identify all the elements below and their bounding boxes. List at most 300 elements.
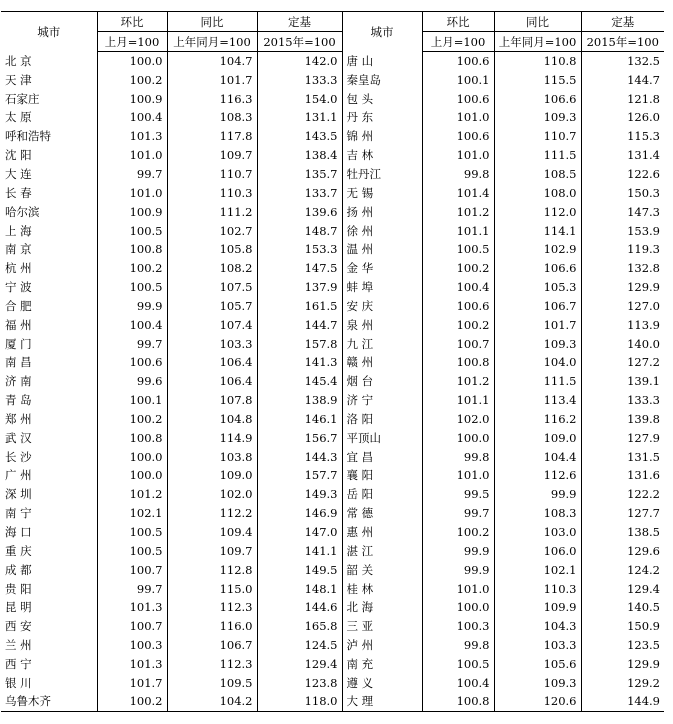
city-name-cell: 乌鲁木齐 (1, 692, 97, 711)
mom-value-cell: 101.2 (97, 485, 167, 504)
fixed-base-right: 2015年=100 (581, 32, 664, 52)
city-name-cell: 九 江 (342, 334, 422, 353)
table-row (1, 692, 664, 711)
mom-value-cell: 101.2 (422, 372, 494, 391)
mom-value-cell: 100.5 (97, 523, 167, 542)
city-name-cell: 大 理 (342, 692, 422, 711)
mom-value-cell: 99.7 (97, 334, 167, 353)
fixed-value-cell: 133.7 (257, 183, 342, 202)
fixed-value-cell: 154.0 (257, 89, 342, 108)
mom-base-right: 上月=100 (422, 32, 494, 52)
fixed-value-cell: 118.0 (257, 692, 342, 711)
city-name-cell: 广 州 (5, 468, 32, 483)
fixed-value-cell: 127.7 (581, 504, 664, 523)
yoy-value-cell: 110.7 (167, 165, 257, 184)
mom-value-cell: 100.5 (422, 655, 494, 674)
fixed-value-cell: 145.4 (257, 372, 342, 391)
yoy-value-cell: 108.0 (494, 183, 581, 202)
fixed-value-cell: 139.1 (581, 372, 664, 391)
yoy-value-cell: 102.0 (167, 485, 257, 504)
mom-value-cell: 100.2 (422, 259, 494, 278)
mom-value-cell: 102.1 (97, 504, 167, 523)
fixed-value-cell: 127.0 (581, 296, 664, 315)
city-name-cell: 南 昌 (5, 355, 32, 370)
city-name-cell: 常 德 (342, 504, 422, 523)
yoy-value-cell: 109.7 (167, 146, 257, 165)
yoy-value-cell: 103.0 (494, 523, 581, 542)
yoy-value-cell: 103.8 (167, 447, 257, 466)
mom-value-cell: 100.6 (422, 52, 494, 71)
city-name-cell: 重 庆 (5, 543, 32, 558)
mom-value-cell: 100.6 (422, 89, 494, 108)
fixed-value-cell: 141.1 (257, 541, 342, 560)
yoy-value-cell: 114.9 (167, 428, 257, 447)
yoy-value-cell: 111.5 (494, 146, 581, 165)
fixed-value-cell: 148.1 (257, 579, 342, 598)
yoy-value-cell: 109.9 (494, 598, 581, 617)
mom-value-cell: 99.8 (422, 165, 494, 184)
yoy-value-cell: 106.6 (494, 89, 581, 108)
price-index-table (1, 11, 664, 712)
city-name-cell: 洛 阳 (342, 410, 422, 429)
fixed-value-cell: 147.3 (581, 202, 664, 221)
yoy-value-cell: 106.6 (494, 259, 581, 278)
mom-value-cell: 100.2 (97, 692, 167, 711)
fixed-value-cell: 129.6 (581, 541, 664, 560)
city-name-cell: 宜 昌 (342, 447, 422, 466)
yoy-value-cell: 110.3 (167, 183, 257, 202)
city-name-cell: 遵 义 (342, 673, 422, 692)
city-name-cell: 杭 州 (5, 261, 32, 276)
city-name-cell: 襄 阳 (342, 466, 422, 485)
city-name-cell: 大 连 (5, 166, 32, 181)
table-row (1, 673, 664, 692)
city-name-cell: 宁 波 (5, 280, 32, 295)
yoy-value-cell: 114.1 (494, 221, 581, 240)
fixed-value-cell: 113.9 (581, 315, 664, 334)
table-row (1, 466, 664, 485)
yoy-value-cell: 104.7 (167, 52, 257, 71)
fixed-value-cell: 146.9 (257, 504, 342, 523)
table-row (1, 127, 664, 146)
mom-value-cell: 99.5 (422, 485, 494, 504)
fixed-value-cell: 131.4 (581, 146, 664, 165)
mom-value-cell: 100.6 (422, 127, 494, 146)
mom-header-right: 环比 (422, 12, 494, 32)
city-name-cell: 烟 台 (342, 372, 422, 391)
fixed-value-cell: 122.2 (581, 485, 664, 504)
mom-value-cell: 100.5 (97, 278, 167, 297)
city-name-cell: 徐 州 (342, 221, 422, 240)
mom-value-cell: 100.1 (97, 391, 167, 410)
city-name-cell: 桂 林 (342, 579, 422, 598)
city-name-cell: 温 州 (342, 240, 422, 259)
table-row (1, 504, 664, 523)
fixed-value-cell: 124.5 (257, 636, 342, 655)
yoy-value-cell: 103.3 (494, 636, 581, 655)
mom-value-cell: 100.6 (97, 353, 167, 372)
fixed-value-cell: 137.9 (257, 278, 342, 297)
fixed-value-cell: 157.7 (257, 466, 342, 485)
mom-value-cell: 101.0 (97, 146, 167, 165)
fixed-value-cell: 156.7 (257, 428, 342, 447)
yoy-value-cell: 112.3 (167, 655, 257, 674)
mom-value-cell: 100.0 (97, 52, 167, 71)
mom-value-cell: 100.8 (97, 428, 167, 447)
yoy-value-cell: 113.4 (494, 391, 581, 410)
city-name-cell: 赣 州 (342, 353, 422, 372)
table-row (1, 617, 664, 636)
city-name-cell: 吉 林 (342, 146, 422, 165)
yoy-value-cell: 107.8 (167, 391, 257, 410)
city-name-cell: 合 肥 (5, 298, 32, 313)
mom-value-cell: 99.8 (422, 447, 494, 466)
table-row (1, 146, 664, 165)
table-row (1, 636, 664, 655)
fixed-value-cell: 135.7 (257, 165, 342, 184)
yoy-value-cell: 108.5 (494, 165, 581, 184)
city-name-cell: 天 津 (5, 72, 32, 87)
fixed-value-cell: 138.5 (581, 523, 664, 542)
city-name-cell: 西 宁 (5, 656, 32, 671)
yoy-value-cell: 112.0 (494, 202, 581, 221)
city-name-cell: 贵 阳 (5, 581, 32, 596)
table-row (1, 183, 664, 202)
yoy-value-cell: 104.4 (494, 447, 581, 466)
table-header (1, 12, 664, 52)
mom-value-cell: 100.0 (97, 466, 167, 485)
fixed-value-cell: 129.9 (581, 655, 664, 674)
table-row (1, 579, 664, 598)
mom-value-cell: 100.5 (97, 541, 167, 560)
yoy-value-cell: 109.7 (167, 541, 257, 560)
fixed-header-right: 定基 (581, 12, 664, 32)
yoy-value-cell: 105.8 (167, 240, 257, 259)
fixed-value-cell: 157.8 (257, 334, 342, 353)
yoy-value-cell: 116.3 (167, 89, 257, 108)
city-name-cell: 韶 关 (342, 560, 422, 579)
table-row (1, 391, 664, 410)
table-row (1, 202, 664, 221)
mom-value-cell: 100.2 (97, 259, 167, 278)
table-row (1, 353, 664, 372)
yoy-value-cell: 102.9 (494, 240, 581, 259)
fixed-value-cell: 144.3 (257, 447, 342, 466)
mom-value-cell: 101.2 (422, 202, 494, 221)
fixed-value-cell: 133.3 (581, 391, 664, 410)
mom-value-cell: 101.7 (97, 673, 167, 692)
yoy-value-cell: 109.0 (494, 428, 581, 447)
mom-value-cell: 101.3 (97, 655, 167, 674)
fixed-value-cell: 140.0 (581, 334, 664, 353)
fixed-value-cell: 115.3 (581, 127, 664, 146)
yoy-value-cell: 107.4 (167, 315, 257, 334)
city-name-cell: 岳 阳 (342, 485, 422, 504)
city-name-cell: 扬 州 (342, 202, 422, 221)
yoy-value-cell: 110.8 (494, 52, 581, 71)
fixed-value-cell: 144.6 (257, 598, 342, 617)
fixed-value-cell: 133.3 (257, 70, 342, 89)
yoy-value-cell: 110.3 (494, 579, 581, 598)
fixed-value-cell: 144.9 (581, 692, 664, 711)
mom-value-cell: 100.7 (97, 560, 167, 579)
fixed-value-cell: 123.8 (257, 673, 342, 692)
table-body (1, 52, 664, 712)
yoy-value-cell: 109.3 (494, 108, 581, 127)
mom-value-cell: 100.4 (422, 278, 494, 297)
yoy-value-cell: 112.3 (167, 598, 257, 617)
fixed-value-cell: 139.8 (581, 410, 664, 429)
yoy-value-cell: 120.6 (494, 692, 581, 711)
city-header-right: 城市 (342, 12, 422, 52)
mom-value-cell: 99.7 (97, 579, 167, 598)
fixed-value-cell: 161.5 (257, 296, 342, 315)
table-row (1, 70, 664, 89)
fixed-value-cell: 147.0 (257, 523, 342, 542)
city-name-cell: 兰 州 (5, 638, 32, 653)
fixed-value-cell: 138.9 (257, 391, 342, 410)
yoy-value-cell: 102.1 (494, 560, 581, 579)
yoy-value-cell: 109.3 (494, 673, 581, 692)
fixed-value-cell: 127.2 (581, 353, 664, 372)
table-row (1, 165, 664, 184)
yoy-value-cell: 104.2 (167, 692, 257, 711)
yoy-value-cell: 106.7 (167, 636, 257, 655)
city-name-cell: 青 岛 (5, 393, 32, 408)
mom-value-cell: 101.0 (422, 108, 494, 127)
city-name-cell: 成 都 (5, 562, 32, 577)
city-name-cell: 无 锡 (342, 183, 422, 202)
city-name-cell: 三 亚 (342, 617, 422, 636)
table-row (1, 278, 664, 297)
city-name-cell: 泸 州 (342, 636, 422, 655)
fixed-value-cell: 123.5 (581, 636, 664, 655)
mom-base-left: 上月=100 (97, 32, 167, 52)
fixed-value-cell: 129.2 (581, 673, 664, 692)
yoy-value-cell: 101.7 (167, 70, 257, 89)
fixed-value-cell: 131.6 (581, 466, 664, 485)
yoy-value-cell: 105.7 (167, 296, 257, 315)
city-name-cell: 郑 州 (5, 411, 32, 426)
table-row (1, 315, 664, 334)
yoy-value-cell: 106.4 (167, 372, 257, 391)
fixed-value-cell: 153.9 (581, 221, 664, 240)
mom-value-cell: 101.3 (97, 127, 167, 146)
fixed-value-cell: 129.9 (581, 278, 664, 297)
yoy-value-cell: 104.8 (167, 410, 257, 429)
yoy-value-cell: 115.5 (494, 70, 581, 89)
yoy-value-cell: 108.2 (167, 259, 257, 278)
table-row (1, 485, 664, 504)
fixed-value-cell: 132.8 (581, 259, 664, 278)
city-name-cell: 唐 山 (342, 52, 422, 71)
fixed-value-cell: 146.1 (257, 410, 342, 429)
mom-value-cell: 100.8 (422, 692, 494, 711)
mom-value-cell: 102.0 (422, 410, 494, 429)
yoy-value-cell: 105.6 (494, 655, 581, 674)
fixed-value-cell: 150.3 (581, 183, 664, 202)
yoy-value-cell: 106.0 (494, 541, 581, 560)
fixed-value-cell: 140.5 (581, 598, 664, 617)
yoy-value-cell: 109.3 (494, 334, 581, 353)
mom-value-cell: 99.8 (422, 636, 494, 655)
mom-value-cell: 99.9 (422, 541, 494, 560)
yoy-value-cell: 109.5 (167, 673, 257, 692)
fixed-value-cell: 147.5 (257, 259, 342, 278)
city-name-cell: 太 原 (5, 110, 32, 125)
city-name-cell: 湛 江 (342, 541, 422, 560)
yoy-value-cell: 106.4 (167, 353, 257, 372)
table-row (1, 221, 664, 240)
mom-value-cell: 101.0 (97, 183, 167, 202)
yoy-value-cell: 115.0 (167, 579, 257, 598)
mom-value-cell: 101.3 (97, 598, 167, 617)
city-name-cell: 牡丹江 (342, 165, 422, 184)
yoy-value-cell: 111.5 (494, 372, 581, 391)
mom-value-cell: 100.5 (422, 240, 494, 259)
mom-value-cell: 100.2 (97, 70, 167, 89)
city-name-cell: 福 州 (5, 317, 32, 332)
fixed-value-cell: 129.4 (257, 655, 342, 674)
table-row (1, 108, 664, 127)
mom-value-cell: 100.4 (422, 673, 494, 692)
fixed-value-cell: 143.5 (257, 127, 342, 146)
fixed-value-cell: 142.0 (257, 52, 342, 71)
mom-value-cell: 100.4 (97, 315, 167, 334)
fixed-value-cell: 121.8 (581, 89, 664, 108)
mom-value-cell: 100.0 (97, 447, 167, 466)
fixed-value-cell: 124.2 (581, 560, 664, 579)
table-row (1, 541, 664, 560)
mom-value-cell: 101.1 (422, 391, 494, 410)
city-name-cell: 丹 东 (342, 108, 422, 127)
mom-value-cell: 100.1 (422, 70, 494, 89)
city-name-cell: 秦皇岛 (342, 70, 422, 89)
city-name-cell: 济 南 (5, 374, 32, 389)
mom-value-cell: 100.2 (422, 523, 494, 542)
fixed-value-cell: 150.9 (581, 617, 664, 636)
yoy-value-cell: 112.2 (167, 504, 257, 523)
yoy-header-right: 同比 (494, 12, 581, 32)
fixed-base-left: 2015年=100 (257, 32, 342, 52)
city-name-cell: 银 川 (5, 675, 32, 690)
city-name-cell: 蚌 埠 (342, 278, 422, 297)
city-name-cell: 南 充 (342, 655, 422, 674)
city-name-cell: 深 圳 (5, 487, 32, 502)
fixed-header-left: 定基 (257, 12, 342, 32)
mom-value-cell: 101.0 (422, 466, 494, 485)
city-name-cell: 沈 阳 (5, 148, 32, 163)
yoy-value-cell: 101.7 (494, 315, 581, 334)
mom-value-cell: 101.0 (422, 146, 494, 165)
fixed-value-cell: 148.7 (257, 221, 342, 240)
table-row (1, 428, 664, 447)
city-name-cell: 泉 州 (342, 315, 422, 334)
mom-value-cell: 100.3 (422, 617, 494, 636)
mom-value-cell: 101.4 (422, 183, 494, 202)
mom-value-cell: 100.9 (97, 89, 167, 108)
fixed-value-cell: 139.6 (257, 202, 342, 221)
city-name-cell: 昆 明 (5, 600, 32, 615)
mom-value-cell: 100.2 (97, 410, 167, 429)
mom-value-cell: 100.8 (422, 353, 494, 372)
fixed-value-cell: 149.5 (257, 560, 342, 579)
fixed-value-cell: 131.1 (257, 108, 342, 127)
fixed-value-cell: 131.5 (581, 447, 664, 466)
fixed-value-cell: 132.5 (581, 52, 664, 71)
city-name-cell: 北 京 (5, 53, 32, 68)
mom-value-cell: 100.0 (422, 428, 494, 447)
city-name-cell: 南 宁 (5, 506, 32, 521)
mom-value-cell: 100.8 (97, 240, 167, 259)
table-row (1, 410, 664, 429)
mom-value-cell: 100.3 (97, 636, 167, 655)
yoy-value-cell: 116.0 (167, 617, 257, 636)
fixed-value-cell: 129.4 (581, 579, 664, 598)
table-row (1, 334, 664, 353)
mom-value-cell: 99.6 (97, 372, 167, 391)
yoy-value-cell: 112.6 (494, 466, 581, 485)
city-name-cell: 锦 州 (342, 127, 422, 146)
fixed-value-cell: 122.6 (581, 165, 664, 184)
mom-value-cell: 99.7 (97, 165, 167, 184)
fixed-value-cell: 141.3 (257, 353, 342, 372)
yoy-value-cell: 105.3 (494, 278, 581, 297)
city-name-cell: 西 安 (5, 619, 32, 634)
city-name-cell: 北 海 (342, 598, 422, 617)
yoy-value-cell: 112.8 (167, 560, 257, 579)
yoy-value-cell: 106.7 (494, 296, 581, 315)
table-row (1, 523, 664, 542)
mom-value-cell: 100.2 (422, 315, 494, 334)
table-row (1, 89, 664, 108)
city-name-cell: 长 春 (5, 185, 32, 200)
mom-value-cell: 99.7 (422, 504, 494, 523)
yoy-value-cell: 116.2 (494, 410, 581, 429)
yoy-value-cell: 108.3 (167, 108, 257, 127)
city-name-cell: 哈尔滨 (5, 204, 40, 219)
yoy-value-cell: 109.4 (167, 523, 257, 542)
city-name-cell: 长 沙 (5, 449, 32, 464)
table-row (1, 655, 664, 674)
yoy-value-cell: 99.9 (494, 485, 581, 504)
yoy-value-cell: 108.3 (494, 504, 581, 523)
city-name-cell: 呼和浩特 (5, 129, 51, 144)
fixed-value-cell: 153.3 (257, 240, 342, 259)
table-row (1, 598, 664, 617)
city-name-cell: 金 华 (342, 259, 422, 278)
mom-value-cell: 100.5 (97, 221, 167, 240)
yoy-value-cell: 104.0 (494, 353, 581, 372)
city-name-cell: 平顶山 (342, 428, 422, 447)
table-row (1, 259, 664, 278)
city-name-cell: 安 庆 (342, 296, 422, 315)
city-header-left: 城市 (1, 12, 97, 52)
fixed-value-cell: 144.7 (581, 70, 664, 89)
yoy-value-cell: 104.3 (494, 617, 581, 636)
fixed-value-cell: 138.4 (257, 146, 342, 165)
yoy-base-right: 上年同月=100 (494, 32, 581, 52)
fixed-value-cell: 119.3 (581, 240, 664, 259)
city-name-cell: 惠 州 (342, 523, 422, 542)
table-row (1, 560, 664, 579)
yoy-value-cell: 102.7 (167, 221, 257, 240)
mom-value-cell: 100.6 (422, 296, 494, 315)
yoy-value-cell: 117.8 (167, 127, 257, 146)
mom-value-cell: 100.7 (422, 334, 494, 353)
mom-header-left: 环比 (97, 12, 167, 32)
city-name-cell: 包 头 (342, 89, 422, 108)
